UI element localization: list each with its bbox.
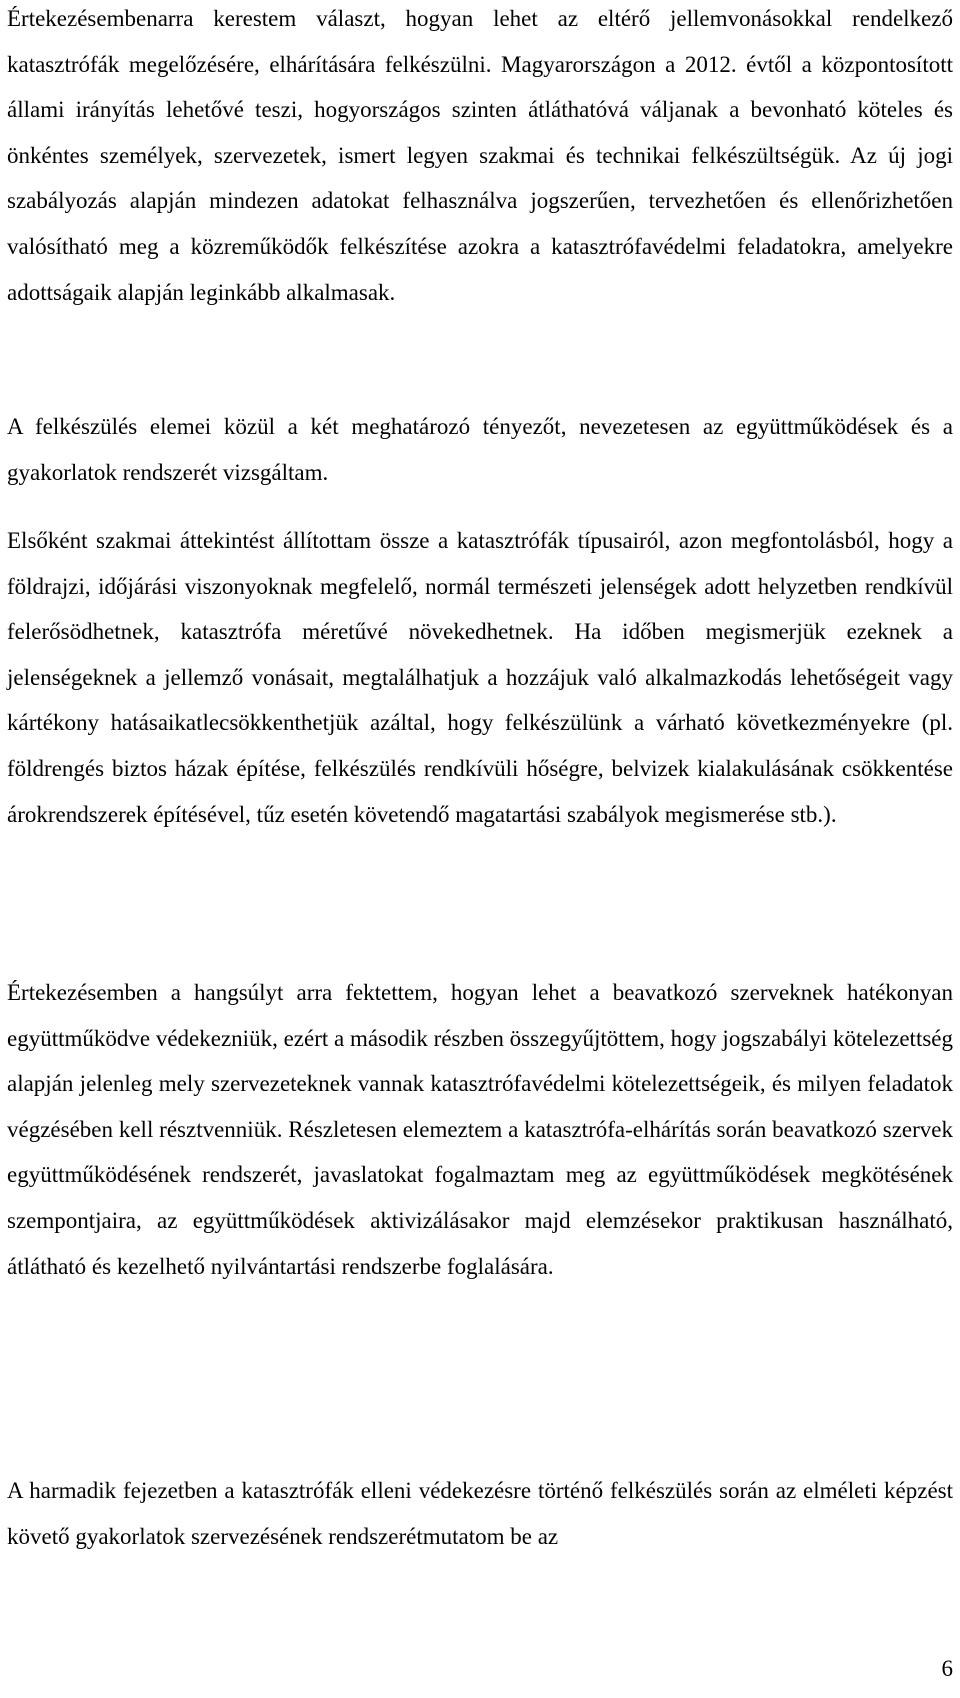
paragraph-intro: Értekezésembenarra kerestem választ, hogyan lehet az eltérő jellemvonásokkal rendelkező katasztrófák megelőzésére, elhárítására felkészülni. Magyarországon a 2012. évtől a központosított állami irányítás lehetővé teszi, hogyországos szinten átláthatóvá váljanak a bevonható köteles és önkéntes személyek, szervezetek, ismert legyen szakmai és technikai felkészültségük. Az új jogi szabályozás alapján mindezen adatokat felhasználva jogszerűen, tervezhetően és ellenőrizhetően valósítható meg a közreműködők felkészítése azokra a katasztrófavédelmi feladatokra, amelyekre adottságaik alapján leginkább alkalmasak.: [7, 6, 953, 305]
paragraph-cooperation: Értekezésemben a hangsúlyt arra fektettem, hogyan lehet a beavatkozó szerveknek hatékonyan együttműködve védekezniük, ezért a második részben összegyűjtöttem, hogy jogszabályi kötelezettség alapján jelenleg mely szervezeteknek vannak katasztrófavédelmi kötelezettségeik, és milyen feladatok végzésében kell résztvenniük. Részletesen elemeztem a katasztrófa-elhárítás során beavatkozó szervek együttműködésének rendszerét, javaslatokat fogalmaztam meg az együttműködések megkötésének szempontjaira, az együttműködések aktivizálásakor majd elemzésekor praktikusan használható, átlátható és kezelhető nyilvántartási rendszerbe foglalására.: [7, 980, 953, 1279]
page-number: 6: [941, 1656, 953, 1681]
paragraph-exercises: A harmadik fejezetben a katasztrófák elleni védekezésre történő felkészülés során az elméleti képzést követő gyakorlatok szervezésének rendszerétmutatom be az: [7, 1478, 953, 1549]
paragraph-elements: A felkészülés elemei közül a két meghatározó tényezőt, nevezetesen az együttműködések és a gyakorlatok rendszerét vizsgáltam.: [7, 414, 953, 485]
paragraph-disaster-types: Elsőként szakmai áttekintést állítottam össze a katasztrófák típusairól, azon megfontolásból, hogy a földrajzi, időjárási viszonyoknak megfelelő, normál természeti jelenségek adott helyzetben rendkívül felerősödhetnek, katasztrófa méretűvé növekedhetnek. Ha időben megismerjük ezeknek a jelenségeknek a jellemző vonásait, megtalálhatjuk a hozzájuk való alkalmazkodás lehetőségeit vagy kártékony hatásaikatlecsökkenthetjük azáltal, hogy felkészülünk a várható következményekre (pl. földrengés biztos házak építése, felkészülés rendkívüli hőségre, belvizek kialakulásának csökkentése árokrendszerek építésével, tűz esetén követendő magatartási szabályok megismerése stb.).: [7, 528, 953, 827]
